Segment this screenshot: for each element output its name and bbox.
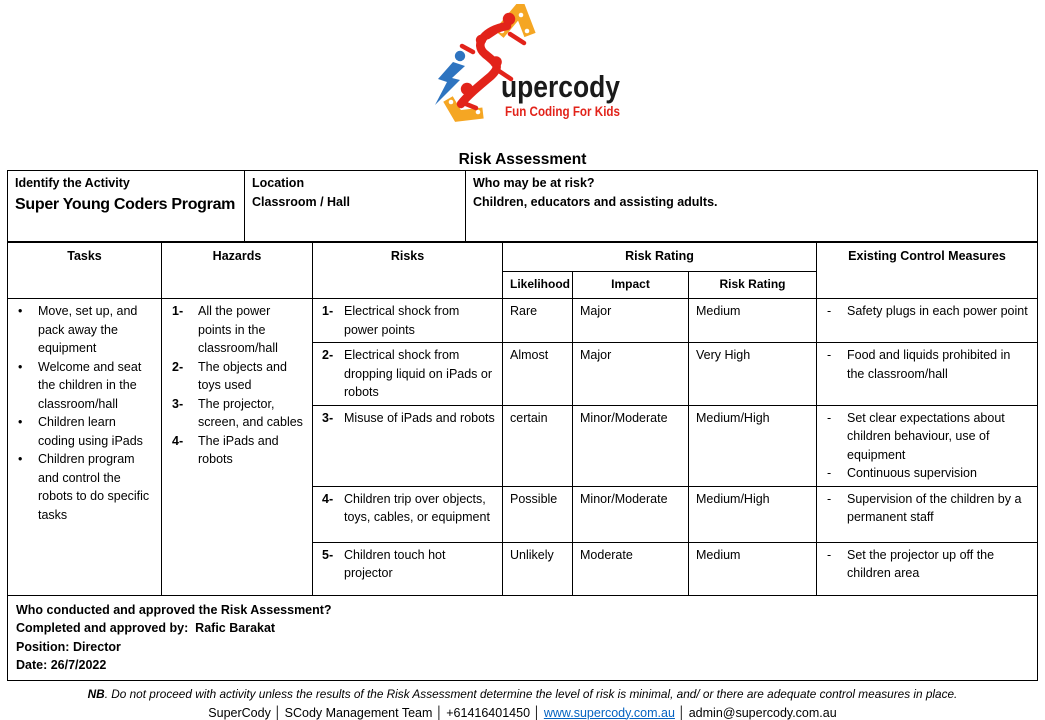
task-item <box>8 413 154 450</box>
task-item <box>8 302 154 358</box>
footer-separator: │ <box>273 705 282 720</box>
logo-brand-text: upercody <box>501 69 621 104</box>
dash-icon: - <box>827 410 832 425</box>
impact-header: Impact <box>573 272 689 299</box>
measure-item <box>817 346 1030 383</box>
logo-lightning-figure-icon <box>435 51 465 105</box>
risk-number: 1- <box>322 304 334 318</box>
likelihood-cell: Unlikely <box>503 542 573 595</box>
likelihood-cell: Almost <box>503 343 573 406</box>
task-item <box>8 358 154 414</box>
hazard-text: The objects and toys used <box>198 359 287 392</box>
risk-table-header-row <box>8 243 1038 272</box>
rating-cell: Very High <box>689 343 817 406</box>
impact-cell: Major <box>573 343 689 406</box>
measure-item <box>817 490 1030 527</box>
approval-position: Position: Director <box>16 639 121 654</box>
measure-item <box>817 546 1030 583</box>
likelihood-cell: Possible <box>503 486 573 542</box>
risk-item <box>313 490 495 527</box>
hazard-text: The iPads and robots <box>198 433 279 466</box>
footer-separator: │ <box>533 705 541 720</box>
measures-cell <box>817 343 1038 406</box>
risk-row-1 <box>8 299 1038 343</box>
contact-footer <box>0 706 1045 720</box>
logo-tagline-text: Fun Coding For Kids <box>505 104 620 119</box>
dash-icon: - <box>827 491 832 506</box>
measures-cell <box>817 299 1038 343</box>
risk-text: Misuse of iPads and robots <box>344 410 495 425</box>
risk-cell <box>313 405 503 486</box>
tasks-cell <box>8 299 162 596</box>
location-label: Location <box>252 176 305 190</box>
risk-text: Children touch hot projector <box>344 547 446 580</box>
impact-cell: Major <box>573 299 689 343</box>
risks-header: Risks <box>313 243 503 299</box>
supercody-logo <box>415 4 630 122</box>
risk-rating-subheader: Risk Rating <box>689 272 817 299</box>
activity-row <box>8 171 1038 242</box>
hazard-number: 4- <box>172 433 184 448</box>
who-at-risk-cell <box>466 171 1038 242</box>
hazard-item <box>162 395 305 432</box>
hazard-number: 3- <box>172 396 184 411</box>
risk-cell <box>313 542 503 595</box>
measure-item <box>817 409 1030 465</box>
tasks-header: Tasks <box>8 243 162 299</box>
hazard-text: All the power points in the classroom/hall <box>198 304 278 355</box>
risk-number: 2- <box>322 348 334 362</box>
who-at-risk-value: Children, educators and assisting adults. <box>473 194 718 209</box>
footer-separator: │ <box>677 705 686 720</box>
nb-text: . Do not proceed with activity unless the results of the Risk Assessment determine the level of risk is minimal, and/ or there are adequate control measures in place. <box>104 686 958 701</box>
dash-icon: - <box>827 348 832 362</box>
bullet-icon: • <box>18 452 23 466</box>
risk-text: Electrical shock from power points <box>344 304 460 337</box>
impact-cell: Minor/Moderate <box>573 405 689 486</box>
risk-cell <box>313 486 503 542</box>
measure-text: Set clear expectations about children behaviour, use of equipment <box>847 410 1005 462</box>
rating-cell: Medium <box>689 299 817 343</box>
risk-text: Electrical shock from dropping liquid on iPads or robots <box>344 348 493 399</box>
approval-row <box>8 595 1038 680</box>
footer-phone: +61416401450 <box>446 705 531 720</box>
task-text: Children program and control the robots to do specific tasks <box>38 452 150 522</box>
risk-item <box>313 346 495 402</box>
risk-item <box>313 302 495 339</box>
measures-cell <box>817 542 1038 595</box>
dash-icon: - <box>827 466 832 480</box>
bullet-icon: • <box>18 415 23 429</box>
hazard-item <box>162 432 305 469</box>
footer-team: SCody Management Team <box>284 705 433 720</box>
measure-text: Food and liquids prohibited in the classroom/hall <box>847 348 1011 381</box>
location-value: Classroom / Hall <box>252 194 350 209</box>
footer-email: admin@supercody.com.au <box>688 705 837 720</box>
task-item <box>8 450 154 524</box>
risk-item <box>313 546 495 583</box>
risk-number: 3- <box>322 410 334 425</box>
identify-activity-label: Identify the Activity <box>15 176 130 190</box>
page-title: Risk Assessment <box>458 151 587 168</box>
footer-separator: │ <box>435 705 444 720</box>
hazards-cell <box>162 299 313 596</box>
activity-table <box>7 170 1038 242</box>
approval-question: Who conducted and approved the Risk Assessment? <box>16 602 332 617</box>
risk-text: Children trip over objects, toys, cables, or equipment <box>344 491 490 524</box>
rating-cell: Medium/High <box>689 405 817 486</box>
existing-control-measures-header: Existing Control Measures <box>817 243 1038 299</box>
measure-text: Safety plugs in each power point <box>847 304 1028 318</box>
measures-cell <box>817 405 1038 486</box>
approval-cell <box>8 595 1038 680</box>
measure-item <box>817 302 1030 321</box>
likelihood-header: Likelihood <box>503 272 573 299</box>
risk-table <box>7 242 1038 681</box>
impact-cell: Moderate <box>573 542 689 595</box>
hazard-text: The projector, screen, and cables <box>198 396 303 429</box>
nb-note <box>0 687 1045 701</box>
dash-icon: - <box>827 547 832 562</box>
approval-date: Date: 26/7/2022 <box>16 658 107 672</box>
footer-website-link[interactable]: www.supercody.com.au <box>543 705 675 720</box>
task-text: Welcome and seat the children in the classroom/hall <box>38 359 142 411</box>
task-text: Children learn coding using iPads <box>38 415 143 448</box>
dash-icon: - <box>827 304 832 318</box>
who-at-risk-label: Who may be at risk? <box>473 176 595 190</box>
measure-text: Supervision of the children by a permanent staff <box>847 491 1022 524</box>
risk-number: 5- <box>322 547 334 562</box>
approval-completed-by: Completed and approved by: Rafic Barakat <box>16 621 276 635</box>
bullet-icon: • <box>18 304 23 318</box>
hazard-number: 1- <box>172 304 184 318</box>
location-cell <box>245 171 466 242</box>
risk-cell <box>313 343 503 406</box>
risk-rating-header: Risk Rating <box>503 243 817 272</box>
measure-text: Set the projector up off the children area <box>847 547 995 580</box>
identify-activity-cell <box>8 171 245 242</box>
footer-company: SuperCody <box>208 705 271 720</box>
impact-cell: Minor/Moderate <box>573 486 689 542</box>
likelihood-cell: Rare <box>503 299 573 343</box>
bullet-icon: • <box>18 359 23 374</box>
risk-item <box>313 409 495 428</box>
hazard-item <box>162 358 305 395</box>
likelihood-cell: certain <box>503 405 573 486</box>
measure-item <box>817 464 1030 483</box>
rating-cell: Medium/High <box>689 486 817 542</box>
task-text: Move, set up, and pack away the equipment <box>38 304 138 355</box>
rating-cell: Medium <box>689 542 817 595</box>
risk-cell <box>313 299 503 343</box>
measures-cell <box>817 486 1038 542</box>
measure-text: Continuous supervision <box>847 466 977 480</box>
hazards-header: Hazards <box>162 243 313 299</box>
nb-label: NB <box>87 686 105 701</box>
hazard-item <box>162 302 305 358</box>
risk-number: 4- <box>322 491 334 506</box>
hazard-number: 2- <box>172 359 184 374</box>
supercody-logo-graphic <box>415 4 630 122</box>
identify-activity-value: Super Young Coders Program <box>15 195 236 213</box>
